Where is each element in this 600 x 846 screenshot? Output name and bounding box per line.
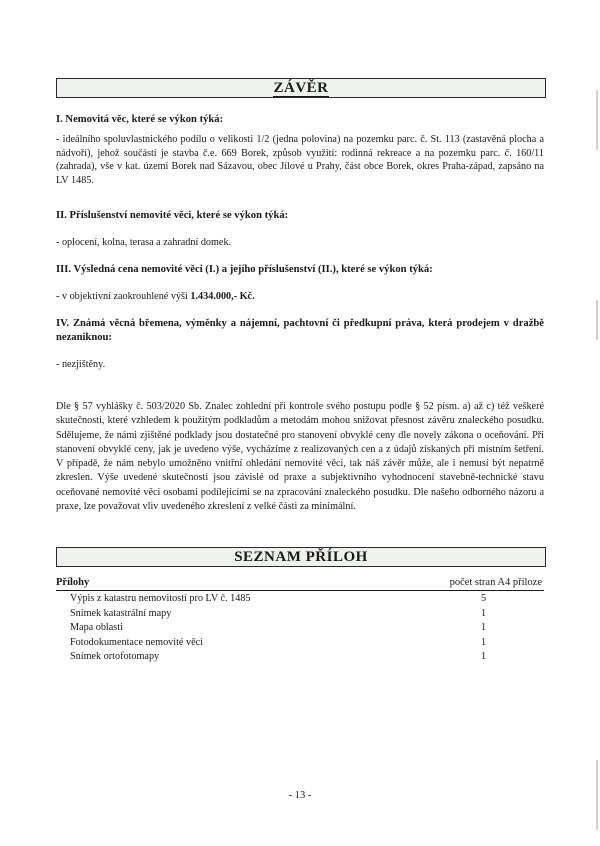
section-4-text: - nezjištěny. bbox=[56, 359, 106, 370]
attachment-row bbox=[56, 621, 544, 636]
attachment-name: Výpis z katastru nemovitostí pro LV č. 1485 bbox=[70, 593, 251, 604]
scan-edge-mark bbox=[596, 90, 598, 150]
attachment-row bbox=[56, 636, 544, 651]
column-page-count: počet stran A4 příloze bbox=[449, 577, 542, 588]
scan-edge-mark bbox=[596, 300, 598, 340]
section-2-text: - oplocení, kolna, terasa a zahradní domek. bbox=[56, 237, 232, 248]
section-1-heading: I. Nemovitá věc, které se výkon týká: bbox=[56, 114, 224, 125]
attachment-count: 1 bbox=[481, 622, 487, 634]
section-1-text: - ideálního spoluvlastnického podílu o velikosti 1/2 (jedna polovina) na pozemku parc. č. St. 113 (zastavěná plocha a nádvoří), jehož součástí je stavba č.e. 669 Borek, způsob využití: rodinná rekreace a na pozemku parc. č. 160/11 (zahrada), vše v kat. území Borek nad Sázavou, obec Jílové u Prahy, část obce Borek, okres Praha-západ, zapsáno na LV 1485. bbox=[56, 134, 544, 186]
price-prefix: - v objektivní zaokrouhlené výši bbox=[56, 291, 191, 302]
attachment-row bbox=[56, 607, 544, 622]
conclusion-title: ZÁVĚR bbox=[273, 80, 329, 96]
section-4-heading: IV. Známá věcná břemena, výměnky a nájemní, pachtovní či předkupní práva, která prodejem v dražbě nezaniknou: bbox=[56, 318, 544, 343]
page-number: - 13 - bbox=[288, 790, 312, 801]
attachment-row bbox=[56, 592, 544, 607]
attachment-count: 1 bbox=[481, 651, 487, 663]
attachment-count: 1 bbox=[481, 636, 487, 648]
column-attachments: Přílohy bbox=[56, 577, 90, 588]
price-value: 1.434.000,- Kč. bbox=[190, 291, 255, 302]
attachments-list bbox=[56, 592, 544, 665]
attachments-heading-box bbox=[56, 547, 546, 567]
conclusion-heading-box bbox=[56, 78, 546, 98]
methodology-note: Dle § 57 vyhlášky č. 503/2020 Sb. Znalec zohlední při kontrole svého postupu podle § 52 písm. a) až c) též veškeré skutečnosti, které vzhledem k použitým podkladům a metodám mohou snižovat přesnost závěru znaleckého posudku. Sdělujeme, že námi zjištěné podklady jsou dostatečné pro stanovení obvyklé ceny dle novely zákona o oceňování. Při stanovení obvyklé ceny, jak je uvedeno výše, vycházíme z realizovaných cen a z údajů získaných při místním šetření. V případě, že nám nebylo umožněno vnitřní ohledání nemovité věci, tak náš závěr může, ale i nemusí být nepatrně zkreslen. Výše uvedené skutečnosti jsou závislé od praxe a subjektivního vyhodnocení stavebně-technické stavu oceňované nemovité věci osobami podílejícími se na zpracování znaleckého posudku. Dle našeho odborného názoru a praxe, lze považovat vliv uvedeného zkreslení z velké části za minimální. bbox=[56, 401, 544, 513]
scan-edge-mark bbox=[596, 760, 598, 830]
section-3-text bbox=[56, 290, 544, 304]
attachment-row bbox=[56, 650, 544, 665]
attachments-title: SEZNAM PŘÍLOH bbox=[234, 549, 368, 565]
document-page bbox=[56, 0, 544, 846]
attachment-count: 1 bbox=[481, 607, 487, 619]
attachment-name: Snímek katastrální mapy bbox=[70, 607, 172, 619]
attachments-table-header bbox=[56, 575, 544, 591]
section-3-heading: III. Výsledná cena nemovité věci (I.) a jejího příslušenství (II.), které se výkon týká: bbox=[56, 264, 433, 275]
attachment-name: Mapa oblasti bbox=[70, 622, 123, 634]
section-2-heading: II. Příslušenství nemovité věci, které se výkon týká: bbox=[56, 210, 289, 221]
attachment-name: Fotodokumentace nemovité věci bbox=[70, 636, 203, 648]
attachment-count: 5 bbox=[481, 593, 487, 604]
attachment-name: Snímek ortofotomapy bbox=[70, 651, 160, 663]
